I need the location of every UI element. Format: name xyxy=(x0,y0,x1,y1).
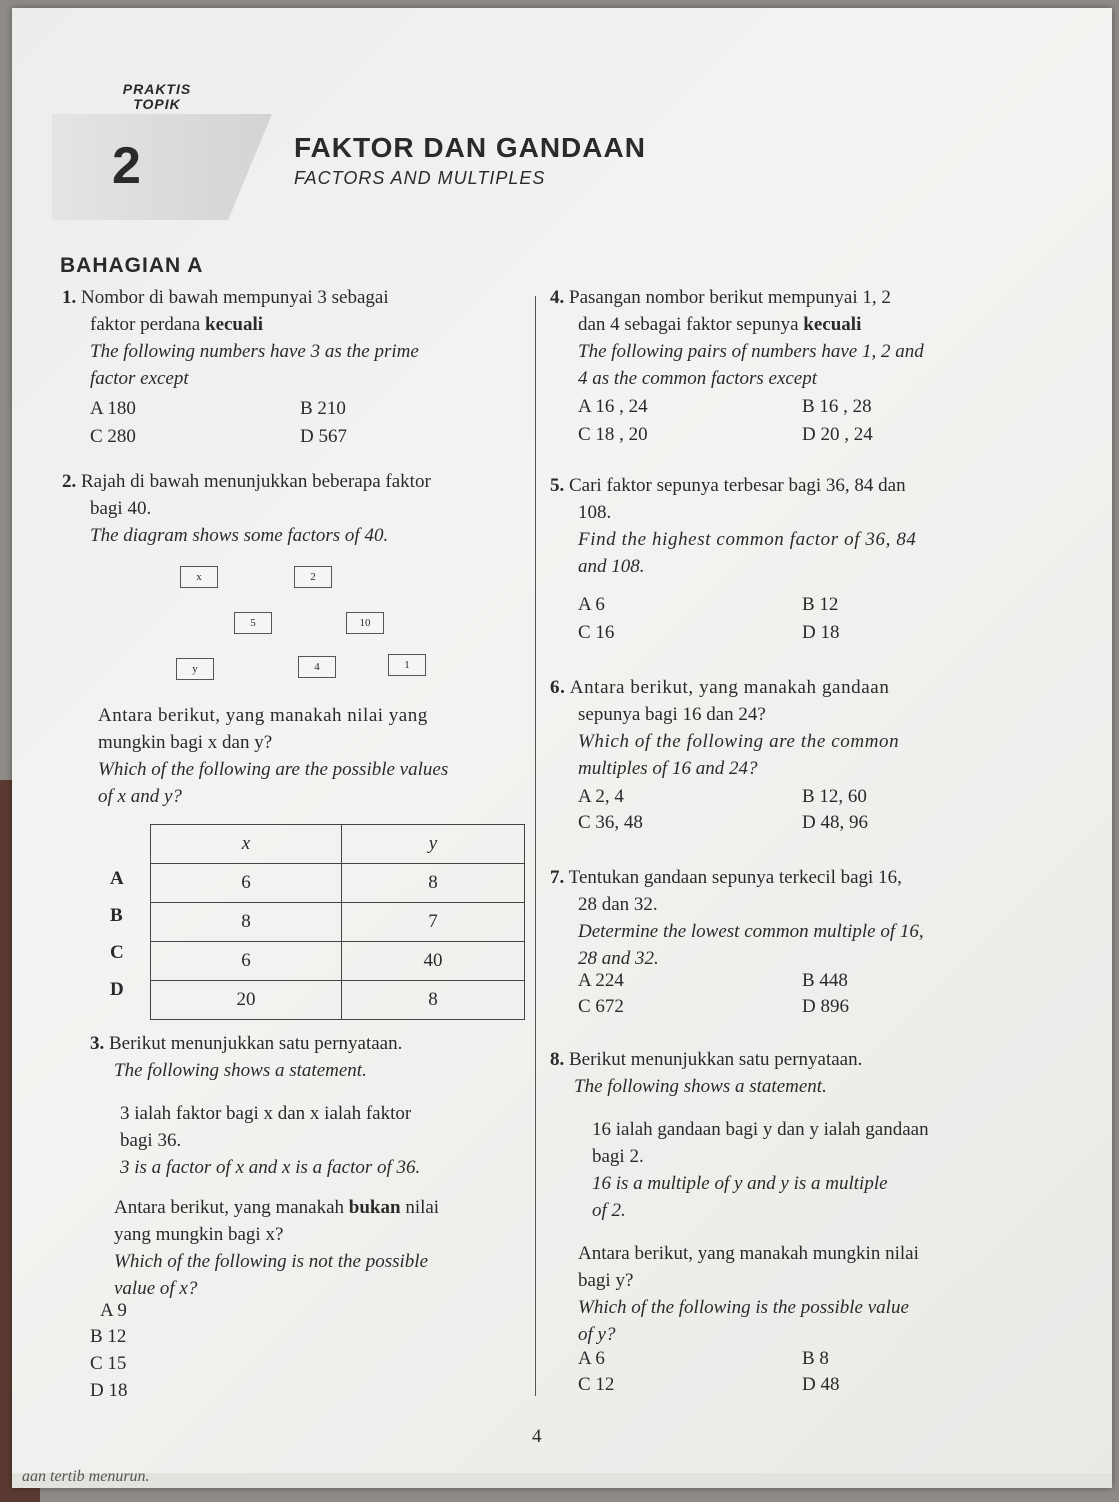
q2-ask xyxy=(98,702,528,810)
table-row-c[interactable] xyxy=(151,942,525,981)
q4-option-d[interactable]: D 20 , 24 xyxy=(802,424,873,445)
q2-number: 2. xyxy=(62,471,77,492)
q5-ms-b: 108. xyxy=(578,502,612,523)
question-3 xyxy=(90,1030,530,1084)
q7-number: 7. xyxy=(550,867,565,888)
q3-statement xyxy=(120,1100,530,1181)
q3-option-d[interactable]: D 18 xyxy=(90,1380,128,1401)
question-8 xyxy=(550,1046,1000,1100)
q4-number: 4. xyxy=(550,287,565,308)
q3-ms: Berikut menunjukkan satu pernyataan. xyxy=(109,1033,403,1054)
q8-ask-en-b: of y? xyxy=(578,1324,616,1345)
factor-box-y: y xyxy=(176,658,214,680)
row-b-x: 8 xyxy=(151,903,342,942)
factor-box-2: 2 xyxy=(294,566,332,588)
q2-ask-en-a: Which of the following are the possible values xyxy=(98,759,449,780)
question-1 xyxy=(62,284,522,392)
q7-option-c[interactable]: C 672 xyxy=(578,996,624,1017)
q1-ms-keyword: kecuali xyxy=(205,314,264,335)
q8-stmt-en-a: 16 is a multiple of y and y is a multiple xyxy=(592,1173,888,1194)
q1-ms-a: Nombor di bawah mempunyai 3 sebagai xyxy=(81,287,389,308)
row-c-x: 6 xyxy=(151,942,342,981)
q8-stmt-ms-a: 16 ialah gandaan bagi y dan y ialah gandaan xyxy=(592,1119,929,1140)
q4-ms-keyword: kecuali xyxy=(803,314,862,335)
factor-box-10: 10 xyxy=(346,612,384,634)
row-label-d: D xyxy=(110,979,124,1000)
q6-number: 6. xyxy=(550,677,566,698)
page-number: 4 xyxy=(532,1426,542,1447)
q3-option-b[interactable]: B 12 xyxy=(90,1326,127,1347)
q4-en-b: 4 as the common factors except xyxy=(578,368,818,389)
question-7 xyxy=(550,864,1000,972)
row-a-x: 6 xyxy=(151,864,342,903)
q4-ms-a: Pasangan nombor berikut mempunyai 1, 2 xyxy=(569,287,891,308)
q8-number: 8. xyxy=(550,1049,565,1070)
q2-ask-ms-a: Antara berikut, yang manakah nilai yang xyxy=(98,705,428,726)
q3-ask-en-b: value of x? xyxy=(114,1278,198,1299)
q1-en-b: factor except xyxy=(90,368,189,389)
q8-en: The following shows a statement. xyxy=(574,1076,827,1097)
q5-option-d[interactable]: D 18 xyxy=(802,622,840,643)
factor-box-5: 5 xyxy=(234,612,272,634)
row-c-y: 40 xyxy=(342,942,525,981)
q8-ask xyxy=(578,1240,1018,1348)
q8-stmt-en-b: of 2. xyxy=(592,1200,626,1221)
q8-ask-en-a: Which of the following is the possible value xyxy=(578,1297,909,1318)
q5-number: 5. xyxy=(550,475,565,496)
question-4 xyxy=(550,284,1000,392)
question-2 xyxy=(62,468,532,549)
q8-ask-ms-b: bagi y? xyxy=(578,1270,634,1291)
q7-option-d[interactable]: D 896 xyxy=(802,996,849,1017)
q1-option-a[interactable]: A 180 xyxy=(90,398,136,419)
q3-stmt-ms-a: 3 ialah faktor bagi x dan x ialah faktor xyxy=(120,1103,412,1124)
table-header-y: y xyxy=(342,825,525,864)
q3-option-a[interactable]: A 9 xyxy=(100,1300,127,1321)
q8-stmt-ms-b: bagi 2. xyxy=(592,1146,644,1167)
row-label-a: A xyxy=(110,868,124,889)
q8-option-c[interactable]: C 12 xyxy=(578,1374,615,1395)
q7-ms-b: 28 dan 32. xyxy=(578,894,658,915)
q2-ask-ms-b: mungkin bagi x dan y? xyxy=(98,732,273,753)
q6-option-a[interactable]: A 2, 4 xyxy=(578,786,624,807)
q3-stmt-ms-b: bagi 36. xyxy=(120,1130,182,1151)
q5-option-c[interactable]: C 16 xyxy=(578,622,615,643)
q1-ms-b: faktor perdana xyxy=(90,314,205,335)
q7-en-a: Determine the lowest common multiple of 16, xyxy=(578,921,924,942)
header-band xyxy=(52,114,272,220)
q3-ask-ms-a1: Antara berikut, yang manakah xyxy=(114,1197,349,1218)
q8-option-b[interactable]: B 8 xyxy=(802,1348,829,1369)
table-row-b[interactable] xyxy=(151,903,525,942)
q1-option-c[interactable]: C 280 xyxy=(90,426,136,447)
q1-option-b[interactable]: B 210 xyxy=(300,398,346,419)
q8-option-a[interactable]: A 6 xyxy=(578,1348,605,1369)
q5-en-a: Find the highest common factor of 36, 84 xyxy=(578,529,917,550)
factor-box-x: x xyxy=(180,566,218,588)
row-a-y: 8 xyxy=(342,864,525,903)
factor-box-1: 1 xyxy=(388,654,426,676)
q7-ms-a: Tentukan gandaan sepunya terkecil bagi 16, xyxy=(568,867,902,888)
q3-option-c[interactable]: C 15 xyxy=(90,1353,127,1374)
topic-title-ms: FAKTOR DAN GANDAAN xyxy=(294,132,646,163)
q6-ms-b: sepunya bagi 16 dan 24? xyxy=(578,704,766,725)
table-header-x: x xyxy=(151,825,342,864)
header-praktis-topik xyxy=(102,82,212,112)
q6-option-b[interactable]: B 12, 60 xyxy=(802,786,867,807)
q4-option-b[interactable]: B 16 , 28 xyxy=(802,396,872,417)
q3-ask-ms-a2: nilai xyxy=(400,1197,440,1218)
q7-option-a[interactable]: A 224 xyxy=(578,970,624,991)
q5-en-b: and 108. xyxy=(578,556,645,577)
question-6 xyxy=(550,674,1000,782)
q6-en-a: Which of the following are the common xyxy=(578,731,900,752)
q6-option-c[interactable]: C 36, 48 xyxy=(578,812,643,833)
q5-option-a[interactable]: A 6 xyxy=(578,594,605,615)
topic-number: 2 xyxy=(112,137,141,195)
q7-option-b[interactable]: B 448 xyxy=(802,970,848,991)
q3-ask-ms-b: yang mungkin bagi x? xyxy=(114,1224,284,1245)
q4-en-a: The following pairs of numbers have 1, 2 and xyxy=(578,341,924,362)
q8-option-d[interactable]: D 48 xyxy=(802,1374,840,1395)
q4-option-c[interactable]: C 18 , 20 xyxy=(578,424,648,445)
q5-ms-a: Cari faktor sepunya terbesar bagi 36, 84 dan xyxy=(569,475,906,496)
q8-ask-ms-a: Antara berikut, yang manakah mungkin nilai xyxy=(578,1243,919,1264)
q3-stmt-en: 3 is a factor of x and x is a factor of 36. xyxy=(120,1157,421,1178)
q2-en: The diagram shows some factors of 40. xyxy=(90,525,389,546)
praktis-label: PRAKTIS xyxy=(122,81,192,97)
worksheet-page xyxy=(12,8,1112,1488)
q2-ms-a: Rajah di bawah menunjukkan beberapa faktor xyxy=(81,471,431,492)
topic-title-en: FACTORS AND MULTIPLES xyxy=(294,168,546,188)
q7-en-b: 28 and 32. xyxy=(578,948,659,969)
q8-statement xyxy=(592,1116,1012,1224)
q4-ms-b: dan 4 sebagai faktor sepunya xyxy=(578,314,804,335)
q3-number: 3. xyxy=(90,1033,105,1054)
q1-number: 1. xyxy=(62,287,77,308)
row-label-b: B xyxy=(110,905,123,926)
row-d-y: 8 xyxy=(342,981,525,1020)
q3-ask-keyword: bukan xyxy=(348,1197,401,1218)
q3-ask-en-a: Which of the following is not the possible xyxy=(114,1251,429,1272)
row-b-y: 7 xyxy=(342,903,525,942)
column-divider xyxy=(535,296,536,1396)
row-label-c: C xyxy=(110,942,124,963)
question-5 xyxy=(550,472,1000,580)
q2-options-table xyxy=(150,824,525,1020)
q3-en: The following shows a statement. xyxy=(114,1060,367,1081)
q4-option-a[interactable]: A 16 , 24 xyxy=(578,396,648,417)
next-page-text: aan tertib menurun. xyxy=(22,1468,150,1485)
q2-ms-b: bagi 40. xyxy=(90,498,152,519)
q2-ask-en-b: of x and y? xyxy=(98,786,182,807)
row-d-x: 20 xyxy=(151,981,342,1020)
q6-en-b: multiples of 16 and 24? xyxy=(578,758,758,779)
table-row-d[interactable] xyxy=(151,981,525,1020)
q1-option-d[interactable]: D 567 xyxy=(300,426,347,447)
q3-ask xyxy=(100,1194,530,1302)
q1-en-a: The following numbers have 3 as the prime xyxy=(90,341,419,362)
topik-label: TOPIK xyxy=(133,96,181,112)
factor-box-4: 4 xyxy=(298,656,336,678)
section-heading: BAHAGIAN A xyxy=(60,254,204,277)
q6-ms-a: Antara berikut, yang manakah gandaan xyxy=(569,677,890,698)
table-row-a[interactable] xyxy=(151,864,525,903)
q5-option-b[interactable]: B 12 xyxy=(802,594,839,615)
next-page-strip xyxy=(12,1473,1112,1488)
q8-ms: Berikut menunjukkan satu pernyataan. xyxy=(569,1049,863,1070)
q6-option-d[interactable]: D 48, 96 xyxy=(802,812,868,833)
